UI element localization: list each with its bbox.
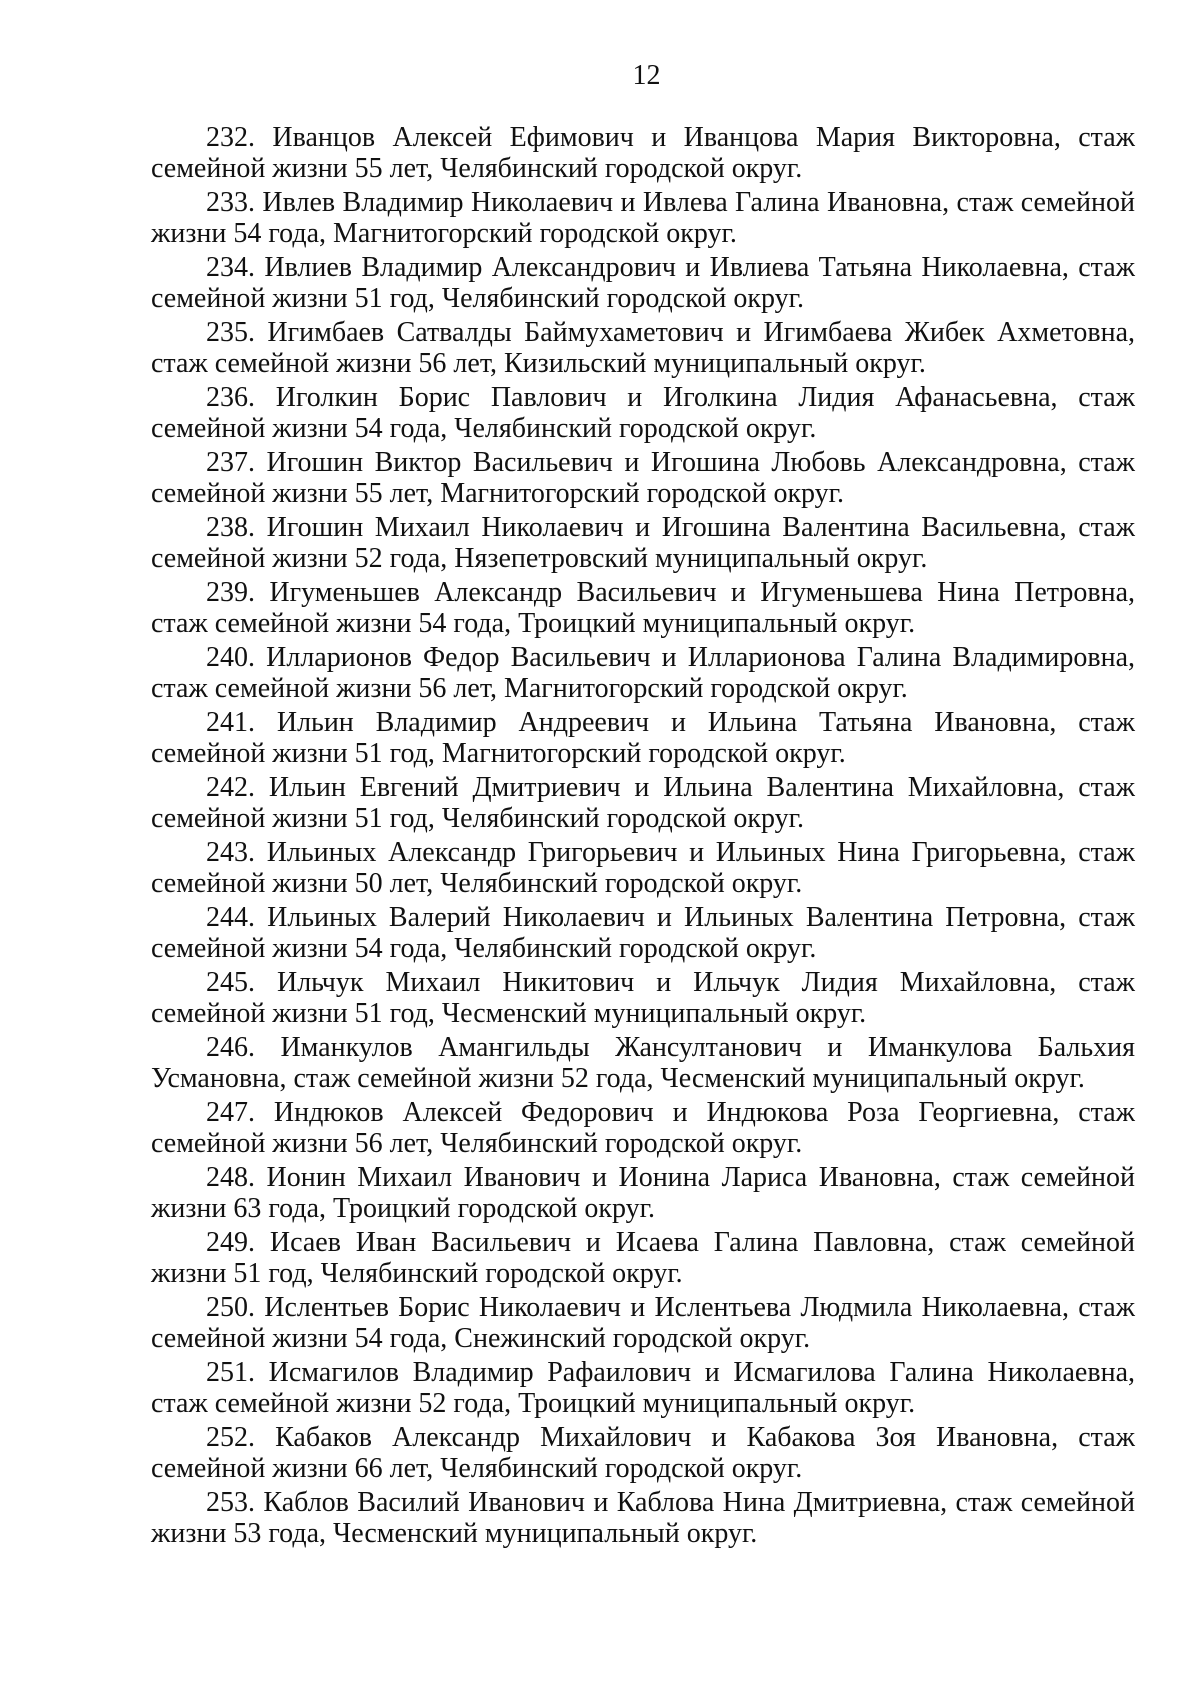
list-item xyxy=(151,1163,1135,1228)
list-item xyxy=(151,1098,1135,1163)
list-item-number: 251. xyxy=(206,1357,255,1388)
list-item-number: 246. xyxy=(206,1032,255,1063)
list-item xyxy=(151,123,1135,188)
page-number: 12 xyxy=(632,60,661,91)
list-item xyxy=(151,188,1135,253)
list-item-text: Ильиных Александр Григорьевич и Ильиных Нина Григорьевна, стаж семейной жизни 50 лет, Челябинский городской округ. xyxy=(151,837,1136,899)
list-item-number: 244. xyxy=(206,902,255,933)
list-item-text: Иголкин Борис Павлович и Иголкина Лидия Афанасьевна, стаж семейной жизни 54 года, Челябинский городской округ. xyxy=(151,382,1135,444)
list-item-text: Ивлиев Владимир Александрович и Ивлиева Татьяна Николаевна, стаж семейной жизни 51 год, Челябинский городской округ. xyxy=(151,252,1135,314)
list-item-number: 233. xyxy=(206,187,255,218)
list-item xyxy=(151,513,1135,578)
list-item-text: Игуменьшев Александр Васильевич и Игуменьшева Нина Петровна, стаж семейной жизни 54 года, Троицкий муниципальный округ. xyxy=(151,577,1136,639)
list-item-text: Ильин Евгений Дмитриевич и Ильина Валентина Михайловна, стаж семейной жизни 51 год, Челябинский городской округ. xyxy=(151,772,1136,834)
list-item-number: 249. xyxy=(206,1227,255,1258)
list-item xyxy=(151,1358,1135,1423)
list-item-text: Игошин Михаил Николаевич и Игошина Валентина Васильевна, стаж семейной жизни 52 года, Нязепетровский муниципальный округ. xyxy=(151,512,1136,574)
list-item xyxy=(151,1228,1135,1293)
list-item-number: 250. xyxy=(206,1292,255,1323)
list-item xyxy=(151,838,1135,903)
list-item xyxy=(151,578,1135,643)
list-item-number: 240. xyxy=(206,642,255,673)
list-item-text: Индюков Алексей Федорович и Индюкова Роза Георгиевна, стаж семейной жизни 56 лет, Челябинский городской округ. xyxy=(151,1097,1135,1159)
list-item-text: Исаев Иван Васильевич и Исаева Галина Павловна, стаж семейной жизни 51 год, Челябинский городской округ. xyxy=(151,1227,1135,1289)
list-item-text: Ионин Михаил Иванович и Ионина Лариса Ивановна, стаж семейной жизни 63 года, Троицкий городской округ. xyxy=(151,1162,1135,1224)
list-item xyxy=(151,1488,1135,1553)
list-item-number: 236. xyxy=(206,382,255,413)
list-item xyxy=(151,968,1135,1033)
list-item-text: Ильин Владимир Андреевич и Ильина Татьяна Ивановна, стаж семейной жизни 51 год, Магнитогорский городской округ. xyxy=(151,707,1136,769)
list-item xyxy=(151,1423,1135,1488)
list-item-number: 235. xyxy=(206,317,255,348)
list-item-number: 232. xyxy=(206,122,255,153)
list-item-text: Игошин Виктор Васильевич и Игошина Любовь Александровна, стаж семейной жизни 55 лет, Магнитогорский городской округ. xyxy=(151,447,1136,509)
list-item-number: 243. xyxy=(206,837,255,868)
list-item-number: 241. xyxy=(206,707,255,738)
list-item-number: 248. xyxy=(206,1162,255,1193)
list-item-text: Ильиных Валерий Николаевич и Ильиных Валентина Петровна, стаж семейной жизни 54 года, Челябинский городской округ. xyxy=(151,902,1135,964)
list-item xyxy=(151,253,1135,318)
list-item-number: 245. xyxy=(206,967,255,998)
list-item-text: Игимбаев Сатвалды Баймухаметович и Игимбаева Жибек Ахметовна, стаж семейной жизни 56 лет, Кизильский муниципальный округ. xyxy=(151,317,1136,379)
list-item-text: Каблов Василий Иванович и Каблова Нина Дмитриевна, стаж семейной жизни 53 года, Чесменский муниципальный округ. xyxy=(151,1487,1135,1549)
list-item-text: Кабаков Александр Михайлович и Кабакова Зоя Ивановна, стаж семейной жизни 66 лет, Челябинский городской округ. xyxy=(151,1422,1136,1484)
list-item xyxy=(151,773,1135,838)
list-item-text: Ильчук Михаил Никитович и Ильчук Лидия Михайловна, стаж семейной жизни 51 год, Чесменский муниципальный округ. xyxy=(151,967,1135,1029)
list-item-text: Ивлев Владимир Николаевич и Ивлева Галина Ивановна, стаж семейной жизни 54 года, Магнитогорский городской округ. xyxy=(151,187,1135,249)
list-item-text: Иманкулов Амангильды Жансултанович и Иманкулова Бальхия Усмановна, стаж семейной жизни 52 года, Чесменский муниципальный округ. xyxy=(151,1032,1135,1094)
list-item-number: 237. xyxy=(206,447,255,478)
list-item-number: 242. xyxy=(206,772,255,803)
list-item xyxy=(151,1033,1135,1098)
list-item-text: Иванцов Алексей Ефимович и Иванцова Мария Викторовна, стаж семейной жизни 55 лет, Челябинский городской округ. xyxy=(151,122,1136,184)
list-item xyxy=(151,318,1135,383)
list-item-number: 238. xyxy=(206,512,255,543)
list-item-number: 234. xyxy=(206,252,255,283)
list-item-text: Исмагилов Владимир Рафаилович и Исмагилова Галина Николаевна, стаж семейной жизни 52 года, Троицкий муниципальный округ. xyxy=(151,1357,1135,1419)
award-list xyxy=(151,123,1135,1553)
list-item-text: Илларионов Федор Васильевич и Илларионова Галина Владимировна, стаж семейной жизни 56 лет, Магнитогорский городской округ. xyxy=(151,642,1136,704)
list-item xyxy=(151,708,1135,773)
list-item xyxy=(151,643,1135,708)
list-item-number: 253. xyxy=(206,1487,255,1518)
list-item-number: 247. xyxy=(206,1097,255,1128)
list-item-number: 252. xyxy=(206,1422,255,1453)
list-item xyxy=(151,903,1135,968)
list-item-text: Ислентьев Борис Николаевич и Ислентьева Людмила Николаевна, стаж семейной жизни 54 года, Снежинский городской округ. xyxy=(151,1292,1135,1354)
list-item xyxy=(151,383,1135,448)
list-item xyxy=(151,448,1135,513)
list-item xyxy=(151,1293,1135,1358)
list-item-number: 239. xyxy=(206,577,255,608)
